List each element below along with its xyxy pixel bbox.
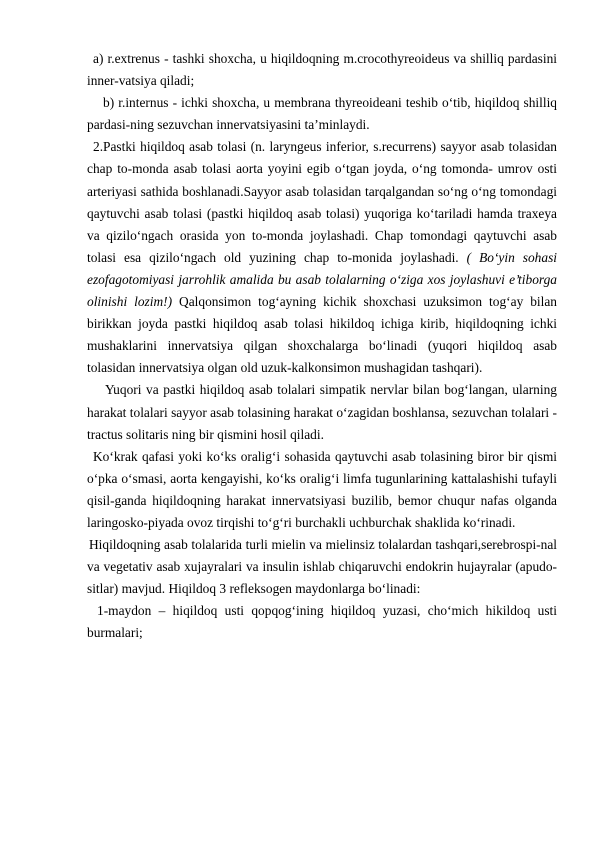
paragraph-text: 2.Pastki hiqildoq asab tolasi (n. laryngeus inferior, s.recurrens) sayyor asab tolasidan chap to-monda asab tolasi aorta yoyini egib o‘tgan joyda, o‘ng tomonda- umrov osti arteriyasi sathida boshlanadi.Sayyor asab tolasidan tarqalgandan so‘ng o‘ng tomondagi qaytuvchi asab tolasi (pastki hiqildoq asab tolasi) yuqoriga ko‘tariladi hamda traxeya va qizilo‘ngach orasida yon to-monda joylashadi. Chap tomondagi qaytuvchi asab tolasi esa qizilo‘ngach old yuzining chap to-monida joylashadi. — [87, 139, 557, 265]
paragraph-mediastinum: Ko‘krak qafasi yoki ko‘ks oralig‘i sohasida qaytuvchi asab tolasining biror bir qismi o‘pka o‘smasi, aorta kengayishi, ko‘ks oralig‘i limfa tugunlarining kattalashishi tufayli qisil-ganda hiqildoqning harakat innervatsiyasi buzilib, bemor chuqur nafas olganda laringosko-piyada ovoz tirqishi to‘g‘ri burchakli uchburchak shaklida ko‘rinadi. — [87, 448, 557, 530]
document-page — [87, 48, 557, 645]
paragraph-inferior-laryngeal-nerve — [87, 136, 557, 379]
paragraph-text: Qalqonsimon tog‘ayning kichik shoxchasi uzuksimon tog‘ay bilan birikkan joyda pastki hiqildoq asab tolasi hikildoq ichiga kirib, hiqildoqning ichki mushaklarini innervatsiya qilgan shoxchalarga bo‘linadi (yuqori hiqildoq asab tolasidan innervatsiya olgan old uzuk-kalkonsimon mushagidan tashqari). — [87, 294, 557, 376]
paragraph-external-branch: a) r.extrenus - tashki shoxcha, u hiqildoqning m.crocothyreoideus va shilliq pardasini inner-vatsiya qiladi; — [87, 51, 557, 89]
paragraph-internal-branch: b) r.internus - ichki shoxcha, u membrana thyreoideani teshib o‘tib, hiqildoq shilliq pardasi-ning sezuvchan innervatsiyasini ta’minlaydi. — [87, 95, 557, 133]
paragraph-sympathetic-connection: Yuqori va pastki hiqildoq asab tolalari simpatik nervlar bilan bog‘langan, ularning harakat tolalari sayyor asab tolasining harakat o‘zagidan boshlansa, sezuvchan tolalari - tractus solitaris ning bir qismini hosil qiladi. — [87, 382, 557, 442]
paragraph-reflexogenic-zones: Hiqildoqning asab tolalarida turli mielin va mielinsiz tolalardan tashqari,serebrospi-nal va vegetativ asab xujayralari va insulin ishlab chiqaruvchi endokrin hujayralar (apudo-sitlar) mavjud. Hiqildoq 3 refleksogen maydonlarga bo‘linadi: — [87, 537, 557, 597]
paragraph-zone-one: 1-maydon – hiqildoq usti qopqog‘ining hiqildoq yuzasi, cho‘mich hikildoq usti burmalari; — [87, 603, 557, 641]
italic-note: ( Bo‘yin sohasi ezofagotomiyasi jarrohlik amalida bu asab tolalarning o‘ziga xos joylashuvi e’tiborga olinishi lozim!) — [87, 249, 557, 310]
